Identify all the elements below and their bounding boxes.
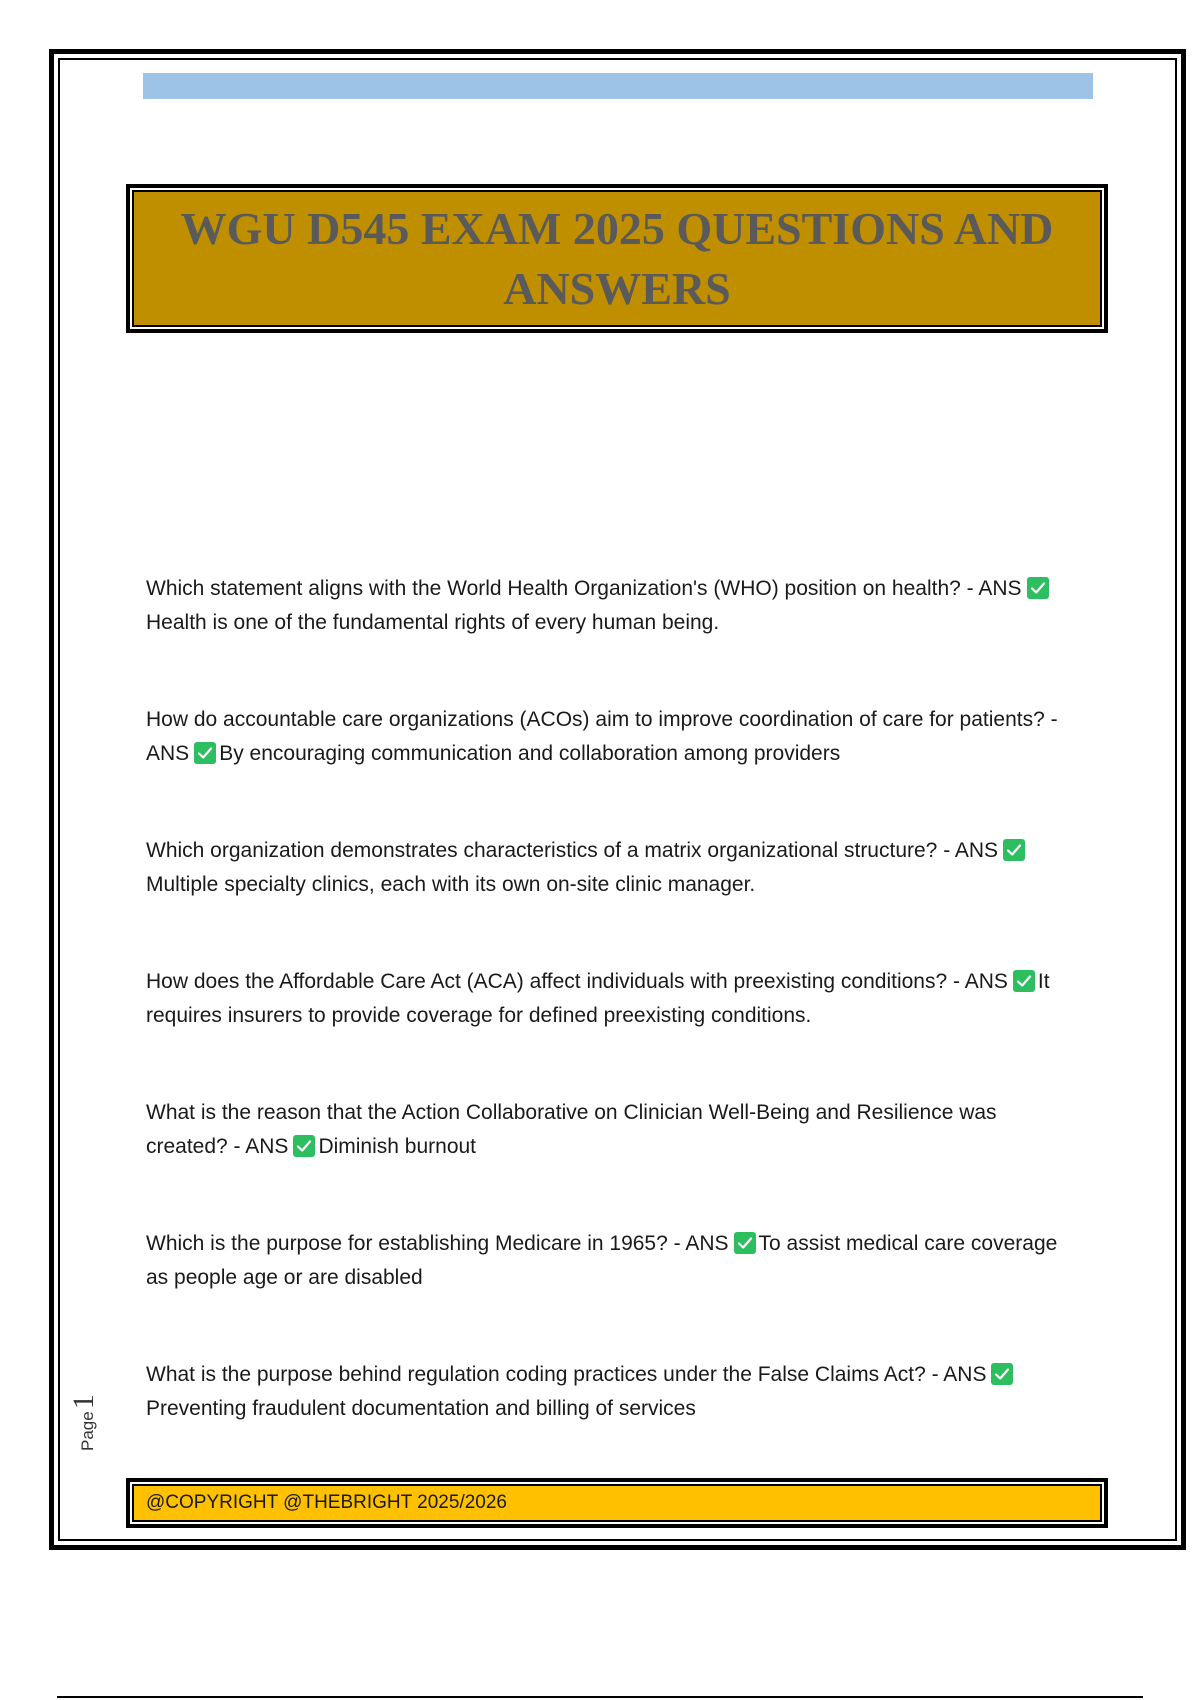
qa-item <box>146 1227 1076 1295</box>
answer-marker: ANS <box>146 742 190 765</box>
question-text: How does the Affordable Care Act (ACA) affect individuals with preexisting conditions? - <box>146 970 960 993</box>
question-text: Which organization demonstrates characteristics of a matrix organizational structure? - <box>146 839 951 862</box>
answer-marker: ANS <box>943 1363 987 1386</box>
qa-list <box>146 572 1076 1489</box>
page-number-label <box>66 1380 102 1450</box>
check-mark-icon <box>1003 839 1025 861</box>
check-mark-icon <box>293 1135 315 1157</box>
answer-text: Diminish burnout <box>318 1135 477 1158</box>
question-text: Which is the purpose for establishing Medicare in 1965? - <box>146 1232 681 1255</box>
check-mark-icon <box>194 742 216 764</box>
title-banner <box>126 184 1108 333</box>
answer-text: Multiple specialty clinics, each with its own on-site clinic manager. <box>146 873 756 896</box>
check-mark-icon <box>1027 577 1049 599</box>
copyright-text: @COPYRIGHT @THEBRIGHT 2025/2026 <box>146 1492 507 1513</box>
answer-text: By encouraging communication and collaboration among providers <box>219 742 841 765</box>
footer-banner-fill <box>132 1484 1102 1522</box>
question-text: Which statement aligns with the World Health Organization's (WHO) position on health? - <box>146 577 974 600</box>
answer-text: It requires insurers to provide coverage for defined preexisting conditions. <box>146 970 1050 1027</box>
header-accent-bar <box>143 73 1093 99</box>
page-number-rotated <box>67 1379 101 1451</box>
answer-marker: ANS <box>685 1232 729 1255</box>
answer-marker: ANS <box>978 577 1022 600</box>
footer-banner <box>126 1478 1108 1528</box>
question-text: How do accountable care organizations (ACOs) aim to improve coordination of care for patients? - <box>146 708 1058 731</box>
answer-text: Preventing fraudulent documentation and billing of services <box>146 1397 696 1420</box>
qa-item <box>146 965 1076 1033</box>
qa-item <box>146 1358 1076 1426</box>
document-title: WGU D545 EXAM 2025 QUESTIONS AND ANSWERS <box>180 202 1054 314</box>
qa-item <box>146 834 1076 902</box>
answer-text: Health is one of the fundamental rights of every human being. <box>146 611 720 634</box>
qa-item <box>146 572 1076 640</box>
check-mark-icon <box>1013 970 1035 992</box>
answer-marker: ANS <box>954 839 999 862</box>
question-text: What is the purpose behind regulation coding practices under the False Claims Act? - <box>146 1363 939 1386</box>
answer-marker: ANS <box>964 970 1008 993</box>
title-banner-fill <box>132 190 1102 327</box>
bottom-divider <box>57 1696 1143 1698</box>
page-number: 1 <box>67 1394 100 1410</box>
qa-item <box>146 703 1076 771</box>
page-word: Page <box>78 1411 97 1451</box>
check-mark-icon <box>991 1363 1013 1385</box>
question-text: What is the reason that the Action Collaborative on Clinician Well-Being and Resilience was created? - <box>146 1101 997 1158</box>
answer-text: To assist medical care coverage as people age or are disabled <box>146 1232 1058 1289</box>
answer-marker: ANS <box>245 1135 289 1158</box>
check-mark-icon <box>734 1232 756 1254</box>
qa-item <box>146 1096 1076 1164</box>
